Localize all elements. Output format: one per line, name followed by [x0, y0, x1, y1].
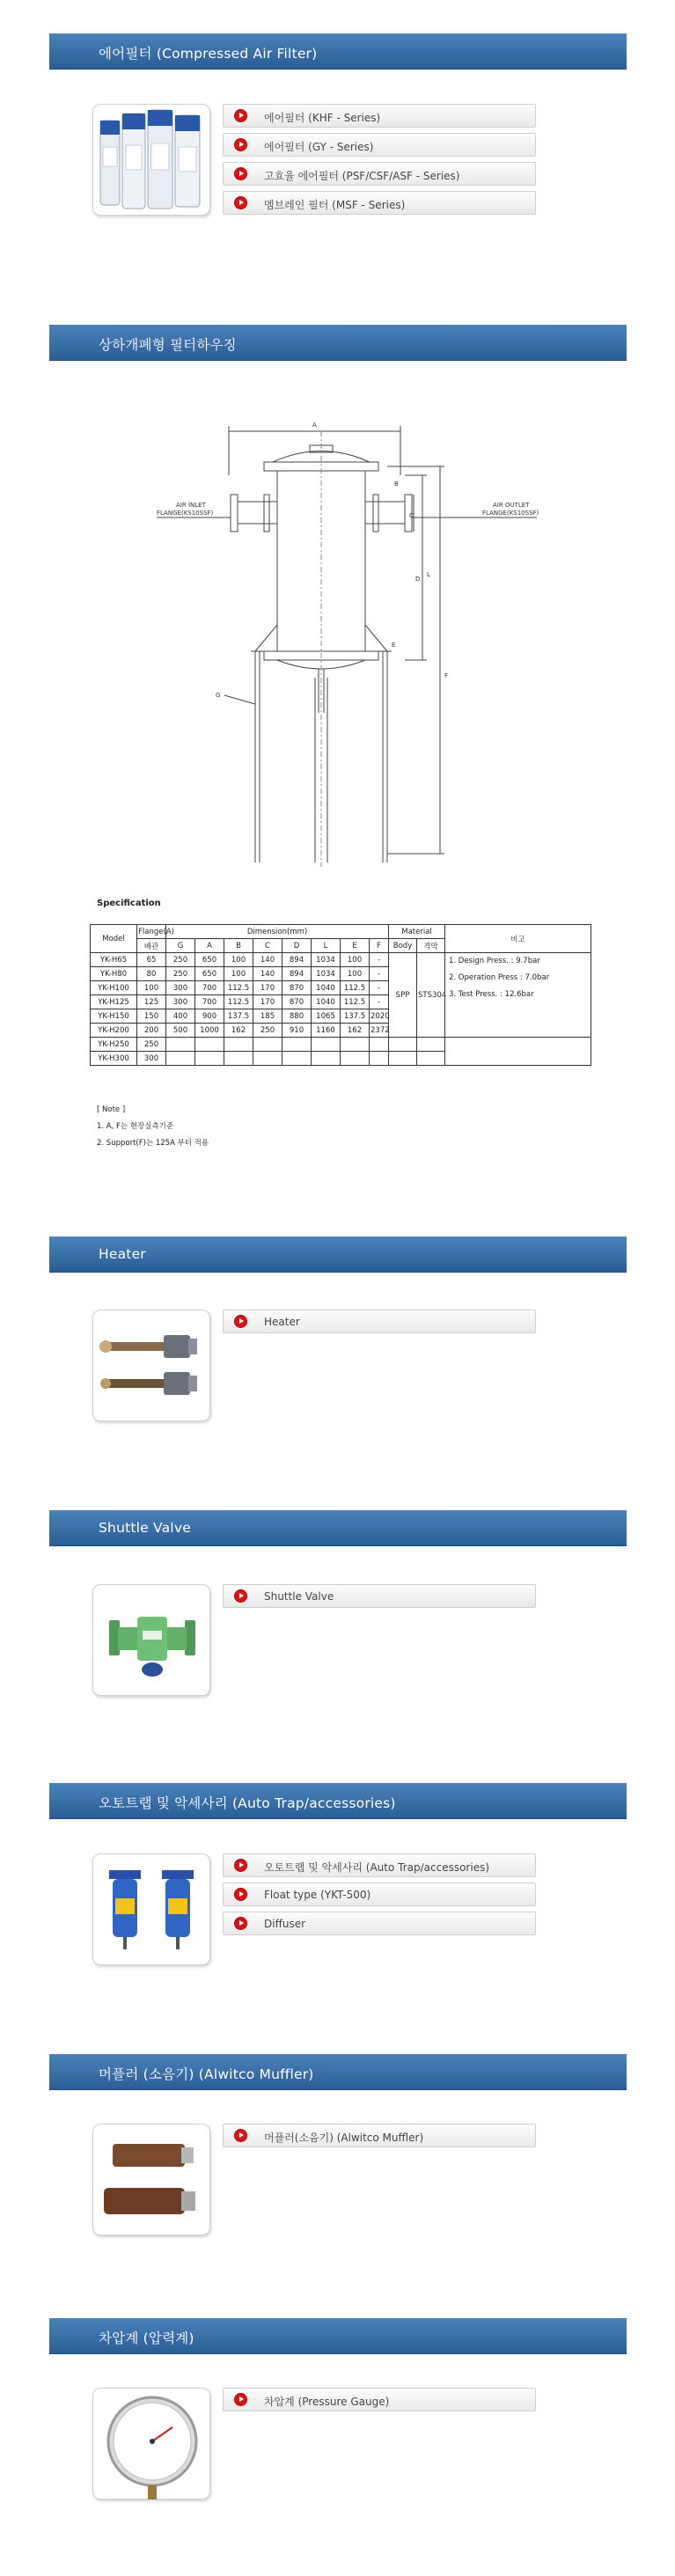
cell-model: YK-H150 — [91, 1009, 137, 1024]
table-cell: 2372 — [370, 1024, 389, 1038]
cell-model: YK-H65 — [91, 953, 137, 967]
notes-heading: [ Note ] — [97, 1105, 126, 1114]
table-cell: 1034 — [312, 967, 341, 981]
shuttle-valve-image — [109, 1617, 195, 1677]
cell-model: YK-H250 — [91, 1038, 137, 1052]
table-cell: 65 — [137, 953, 166, 967]
spec-table — [90, 924, 591, 1066]
table-cell: 300 — [137, 1052, 166, 1066]
air-filter-image — [100, 110, 200, 209]
cell-model: YK-H100 — [91, 981, 137, 995]
th-material-body: Body — [389, 939, 417, 953]
table-row — [91, 1038, 591, 1052]
table-cell — [389, 1052, 417, 1066]
table-cell — [312, 1038, 341, 1052]
section-title: 상하개폐형 필터하우징 — [99, 337, 237, 353]
table-cell: 162 — [341, 1024, 370, 1038]
spec-title: Specification — [97, 899, 161, 908]
auto-trap-thumbnail[interactable] — [92, 1853, 210, 1965]
dim-label-f: F — [444, 672, 449, 679]
table-cell: 250 — [166, 967, 195, 981]
table-cell: 170 — [253, 995, 282, 1009]
th-dim: B — [224, 939, 253, 953]
remark-line: 2. Operation Press : 7.0bar — [449, 973, 550, 982]
table-cell: 185 — [253, 1009, 282, 1024]
list-item-float-type[interactable] — [223, 1882, 536, 1906]
table-cell: 400 — [166, 1009, 195, 1024]
list-item-psf[interactable] — [223, 162, 536, 186]
table-cell — [370, 1052, 389, 1066]
table-cell: 100 — [341, 967, 370, 981]
list-item-diffuser[interactable] — [223, 1912, 536, 1935]
table-cell: 894 — [282, 967, 312, 981]
bullet-arrow-icon — [235, 1316, 246, 1327]
table-cell — [282, 1052, 312, 1066]
table-cell: 1065 — [312, 1009, 341, 1024]
list-item-shuttle-valve[interactable] — [223, 1584, 536, 1608]
table-cell — [445, 1038, 591, 1066]
th-dim: E — [341, 939, 370, 953]
th-material: Material — [389, 925, 445, 939]
table-cell: 140 — [253, 953, 282, 967]
table-cell — [312, 1052, 341, 1066]
bullet-arrow-icon — [235, 110, 246, 121]
dim-label-c: C — [409, 512, 414, 519]
table-cell: 1160 — [312, 1024, 341, 1038]
pressure-gauge-list — [223, 2388, 536, 2417]
filter-housing-drawing — [123, 414, 546, 871]
cell-material-membrane: STS304 — [417, 953, 445, 1038]
th-flange: Flange(A) — [137, 925, 166, 939]
item-label: 멤브레인 필터 (MSF - Series) — [264, 199, 406, 211]
muffler-thumbnail[interactable] — [92, 2124, 210, 2235]
inlet-label: AIR INLET — [176, 502, 206, 509]
list-item-khf[interactable] — [223, 104, 536, 128]
table-cell: - — [370, 953, 389, 967]
dim-label-e: E — [392, 642, 396, 649]
note-line: 1. A, F는 현장실측기준 — [97, 1122, 174, 1131]
bullet-arrow-icon — [235, 2394, 246, 2405]
table-cell: 1040 — [312, 995, 341, 1009]
table-cell — [417, 1052, 445, 1066]
table-cell — [166, 1052, 195, 1066]
table-cell: 870 — [282, 995, 312, 1009]
table-cell — [341, 1052, 370, 1066]
table-cell: 140 — [253, 967, 282, 981]
bullet-arrow-icon — [235, 139, 246, 150]
dim-label-g: G — [216, 692, 221, 699]
remark-line: 3. Test Press. : 12.6bar — [449, 990, 534, 999]
table-cell: 910 — [282, 1024, 312, 1038]
item-label: 에어필터 (GY - Series) — [264, 141, 374, 153]
table-cell: 1034 — [312, 953, 341, 967]
item-label: 고효율 에어필터 (PSF/CSF/ASF - Series) — [264, 170, 460, 182]
heater-thumbnail[interactable] — [92, 1310, 210, 1421]
list-item-pressure-gauge[interactable] — [223, 2388, 536, 2411]
dim-label-d: D — [415, 576, 421, 583]
pressure-gauge-image — [108, 2397, 196, 2499]
th-dim: D — [282, 939, 312, 953]
bullet-arrow-icon — [235, 2130, 246, 2141]
table-cell: 300 — [166, 995, 195, 1009]
table-cell: 170 — [253, 981, 282, 995]
table-cell: 100 — [224, 953, 253, 967]
auto-trap-image — [109, 1870, 194, 1949]
bullet-arrow-icon — [235, 1918, 246, 1929]
th-model: Model — [91, 925, 137, 953]
section-title: Heater — [99, 1246, 146, 1262]
table-cell: 250 — [137, 1038, 166, 1052]
th-dimension: Dimension(mm) — [166, 925, 389, 939]
item-label: 머플러(소음기) (Alwitco Muffler) — [264, 2132, 424, 2144]
table-cell — [253, 1052, 282, 1066]
table-cell: 250 — [166, 953, 195, 967]
table-cell: - — [370, 995, 389, 1009]
table-cell: - — [370, 981, 389, 995]
note-line: 2. Support(F)는 125A 부터 적용 — [97, 1139, 209, 1148]
table-cell: 80 — [137, 967, 166, 981]
bullet-arrow-icon — [235, 168, 246, 180]
item-label: Heater — [264, 1316, 300, 1328]
section-header-filter-housing — [49, 325, 627, 361]
th-flange-sub: 배관 — [137, 939, 166, 953]
item-label: 차압계 (Pressure Gauge) — [264, 2396, 390, 2408]
spec-notes — [97, 1102, 209, 1152]
table-row — [91, 953, 591, 967]
th-remark: 비고 — [445, 925, 591, 953]
list-item-msf[interactable] — [223, 191, 536, 215]
table-cell: 1000 — [195, 1024, 224, 1038]
bullet-arrow-icon — [235, 1590, 246, 1602]
table-cell: 112.5 — [224, 995, 253, 1009]
table-cell: 112.5 — [341, 995, 370, 1009]
item-label: Float type (YKT-500) — [264, 1889, 371, 1901]
muffler-image — [104, 2144, 195, 2214]
table-cell: 870 — [282, 981, 312, 995]
cell-model: YK-H300 — [91, 1052, 137, 1066]
th-dim: L — [312, 939, 341, 953]
remark-line: 1. Design Press. : 9.7bar — [449, 957, 540, 965]
table-cell: 162 — [224, 1024, 253, 1038]
section-header-heater — [49, 1237, 627, 1273]
section-header-pressure-gauge — [49, 2318, 627, 2354]
table-cell: 137.5 — [224, 1009, 253, 1024]
inlet-sub-label: FLANGE(KS10SSF) — [157, 510, 214, 517]
cell-material-body: SPP — [389, 953, 417, 1038]
table-cell: 700 — [195, 981, 224, 995]
heater-image — [99, 1335, 197, 1395]
pressure-gauge-thumbnail[interactable] — [92, 2388, 210, 2499]
th-dim: G — [166, 939, 195, 953]
section-header-shuttle-valve — [49, 1510, 627, 1546]
th-dim: A — [195, 939, 224, 953]
section-header-auto-trap — [49, 1783, 627, 1819]
item-label: 오토트랩 및 악세사리 (Auto Trap/accessories) — [264, 1861, 490, 1874]
shuttle-valve-list — [223, 1584, 536, 1613]
heater-list — [223, 1310, 536, 1339]
bullet-arrow-icon — [235, 197, 246, 209]
th-dim: F — [370, 939, 389, 953]
section-title: Shuttle Valve — [99, 1520, 191, 1536]
air-filter-thumbnail[interactable] — [92, 104, 210, 216]
table-cell: 650 — [195, 967, 224, 981]
table-cell — [166, 1038, 195, 1052]
table-cell: 2020 — [370, 1009, 389, 1024]
outlet-sub-label: FLANGE(KS10SSF) — [482, 510, 539, 517]
section-title: 머플러 (소음기) (Alwitco Muffler) — [99, 2066, 314, 2082]
item-label: Shuttle Valve — [264, 1590, 334, 1603]
dim-label-a: A — [312, 422, 317, 429]
table-cell: 250 — [253, 1024, 282, 1038]
dim-label-b: B — [394, 481, 399, 488]
auto-trap-list — [223, 1853, 536, 1941]
table-cell — [195, 1038, 224, 1052]
table-cell: 150 — [137, 1009, 166, 1024]
th-material-membrane: 격막 — [417, 939, 445, 953]
table-cell: 1040 — [312, 981, 341, 995]
table-cell: 112.5 — [341, 981, 370, 995]
table-cell — [417, 1038, 445, 1052]
table-cell — [370, 1038, 389, 1052]
table-cell — [282, 1038, 312, 1052]
table-cell: 137.5 — [341, 1009, 370, 1024]
table-cell — [195, 1052, 224, 1066]
list-item-gy[interactable] — [223, 133, 536, 157]
section-header-muffler — [49, 2054, 627, 2090]
item-label: Diffuser — [264, 1918, 306, 1930]
outlet-label: AIR OUTLET — [493, 502, 530, 509]
table-cell: 100 — [137, 981, 166, 995]
section-title: 차압계 (압력계) — [99, 2330, 194, 2346]
table-cell: 100 — [341, 953, 370, 967]
table-cell: 100 — [224, 967, 253, 981]
table-cell: - — [370, 967, 389, 981]
list-item-muffler[interactable] — [223, 2124, 536, 2147]
cell-model: YK-H200 — [91, 1024, 137, 1038]
cell-remarks — [445, 953, 591, 1038]
th-dim: C — [253, 939, 282, 953]
air-filter-list — [223, 104, 536, 220]
bullet-arrow-icon — [235, 1860, 246, 1871]
table-cell — [389, 1038, 417, 1052]
table-cell — [224, 1052, 253, 1066]
dim-label-l: L — [427, 571, 430, 578]
table-cell: 300 — [166, 981, 195, 995]
table-cell — [253, 1038, 282, 1052]
table-cell: 900 — [195, 1009, 224, 1024]
table-cell: 200 — [137, 1024, 166, 1038]
table-cell — [341, 1038, 370, 1052]
table-cell: 650 — [195, 953, 224, 967]
table-cell: 700 — [195, 995, 224, 1009]
list-item-heater[interactable] — [223, 1310, 536, 1333]
cell-model: YK-H80 — [91, 967, 137, 981]
table-cell: 500 — [166, 1024, 195, 1038]
item-label: 에어필터 (KHF - Series) — [264, 112, 381, 124]
table-cell: 880 — [282, 1009, 312, 1024]
section-title: 에어필터 (Compressed Air Filter) — [99, 46, 318, 62]
table-cell: 125 — [137, 995, 166, 1009]
muffler-list — [223, 2124, 536, 2153]
table-cell: 112.5 — [224, 981, 253, 995]
section-header-air-filter — [49, 33, 627, 70]
cell-model: YK-H125 — [91, 995, 137, 1009]
list-item-auto-trap[interactable] — [223, 1853, 536, 1877]
bullet-arrow-icon — [235, 1889, 246, 1900]
section-title: 오토트랩 및 악세사리 (Auto Trap/accessories) — [99, 1795, 396, 1811]
table-cell: 894 — [282, 953, 312, 967]
table-cell — [224, 1038, 253, 1052]
shuttle-valve-thumbnail[interactable] — [92, 1584, 210, 1696]
